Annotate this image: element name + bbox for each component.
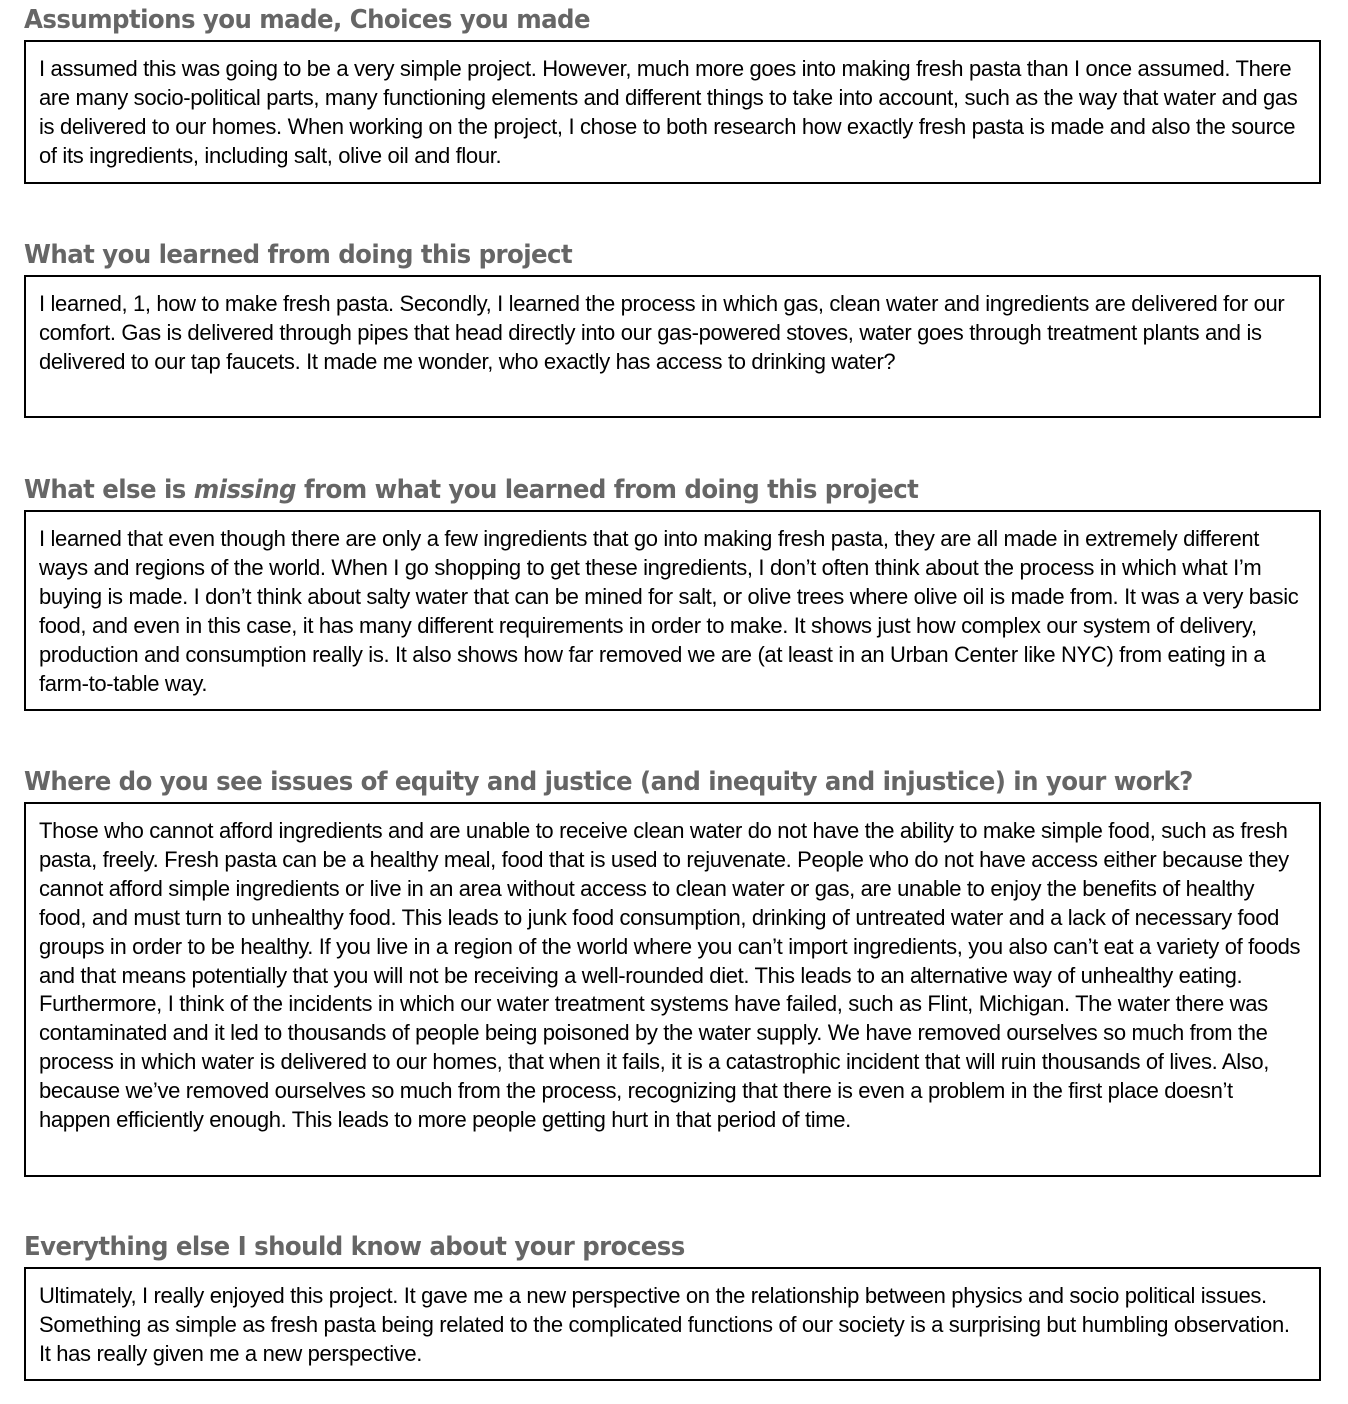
section-heading: What you learned from doing this project: [24, 240, 573, 270]
section-heading: Where do you see issues of equity and justice (and inequity and injustice) in your work?: [24, 767, 1193, 797]
heading-emphasis: missing: [193, 475, 296, 505]
section-heading: Assumptions you made, Choices you made: [24, 5, 590, 35]
section-missing: [24, 474, 1321, 711]
heading-text-before: What else is: [24, 475, 194, 505]
answer-box: Those who cannot afford ingredients and are unable to receive clean water do not have the ability to make simple food, such as fresh pasta, freely. Fresh pasta can be a healthy meal, food that is used to rejuvenate. People who do not have access either because they cannot afford simple ingredients or live in an area without access to clean water or gas, are unable to enjoy the benefits of healthy food, and must turn to unhealthy food. This leads to junk food consumption, drinking of untreated water and a lack of necessary food groups in order to be healthy. If you live in a region of the world where you can’t import ingredients, you also can’t eat a variety of foods and that means potentially that you will not be receiving a well-rounded diet. This leads to an alternative way of unhealthy eating. Furthermore, I think of the incidents in which our water treatment systems have failed, such as Flint, Michigan. The water there was contaminated and it led to thousands of people being poisoned by the water supply. We have removed ourselves so much from the process in which water is delivered to our homes, that when it fails, it is a catastrophic incident that will ruin thousands of lives. Also, because we’ve removed ourselves so much from the process, recognizing that there is even a problem in the first place doesn’t happen efficiently enough. This leads to more people getting hurt in that period of time.: [24, 802, 1321, 1177]
heading-text-after: from what you learned from doing this project: [295, 475, 919, 505]
section-everything-else: [24, 1231, 1321, 1381]
answer-box: Ultimately, I really enjoyed this project. It gave me a new perspective on the relationship between physics and socio political issues. Something as simple as fresh pasta being related to the complicated functions of our society is a surprising but humbling observation. It has really given me a new perspective.: [24, 1267, 1321, 1381]
answer-box: I learned that even though there are only a few ingredients that go into making fresh pasta, they are all made in extremely different ways and regions of the world. When I go shopping to get these ingredients, I don’t often think about the process in which what I’m buying is made. I don’t think about salty water that can be mined for salt, or olive trees where olive oil is made from. It was a very basic food, and even in this case, it has many different requirements in order to make. It shows just how complex our system of delivery, production and consumption really is. It also shows how far removed we are (at least in an Urban Center like NYC) from eating in a farm-to-table way.: [24, 510, 1321, 711]
section-assumptions: [24, 4, 1321, 184]
answer-box: I assumed this was going to be a very simple project. However, much more goes into making fresh pasta than I once assumed. There are many socio-political parts, many functioning elements and different things to take into account, such as the way that water and gas is delivered to our homes. When working on the project, I chose to both research how exactly fresh pasta is made and also the source of its ingredients, including salt, olive oil and flour.: [24, 40, 1321, 184]
section-heading: [24, 474, 1243, 506]
section-heading: Everything else I should know about your process: [24, 1232, 685, 1262]
answer-box: I learned, 1, how to make fresh pasta. Secondly, I learned the process in which gas, clean water and ingredients are delivered for our comfort. Gas is delivered through pipes that head directly into our gas-powered stoves, water goes through treatment plants and is delivered to our tap faucets. It made me wonder, who exactly has access to drinking water?: [24, 275, 1321, 418]
section-equity-justice: [24, 766, 1321, 1177]
section-learned: [24, 239, 1321, 418]
